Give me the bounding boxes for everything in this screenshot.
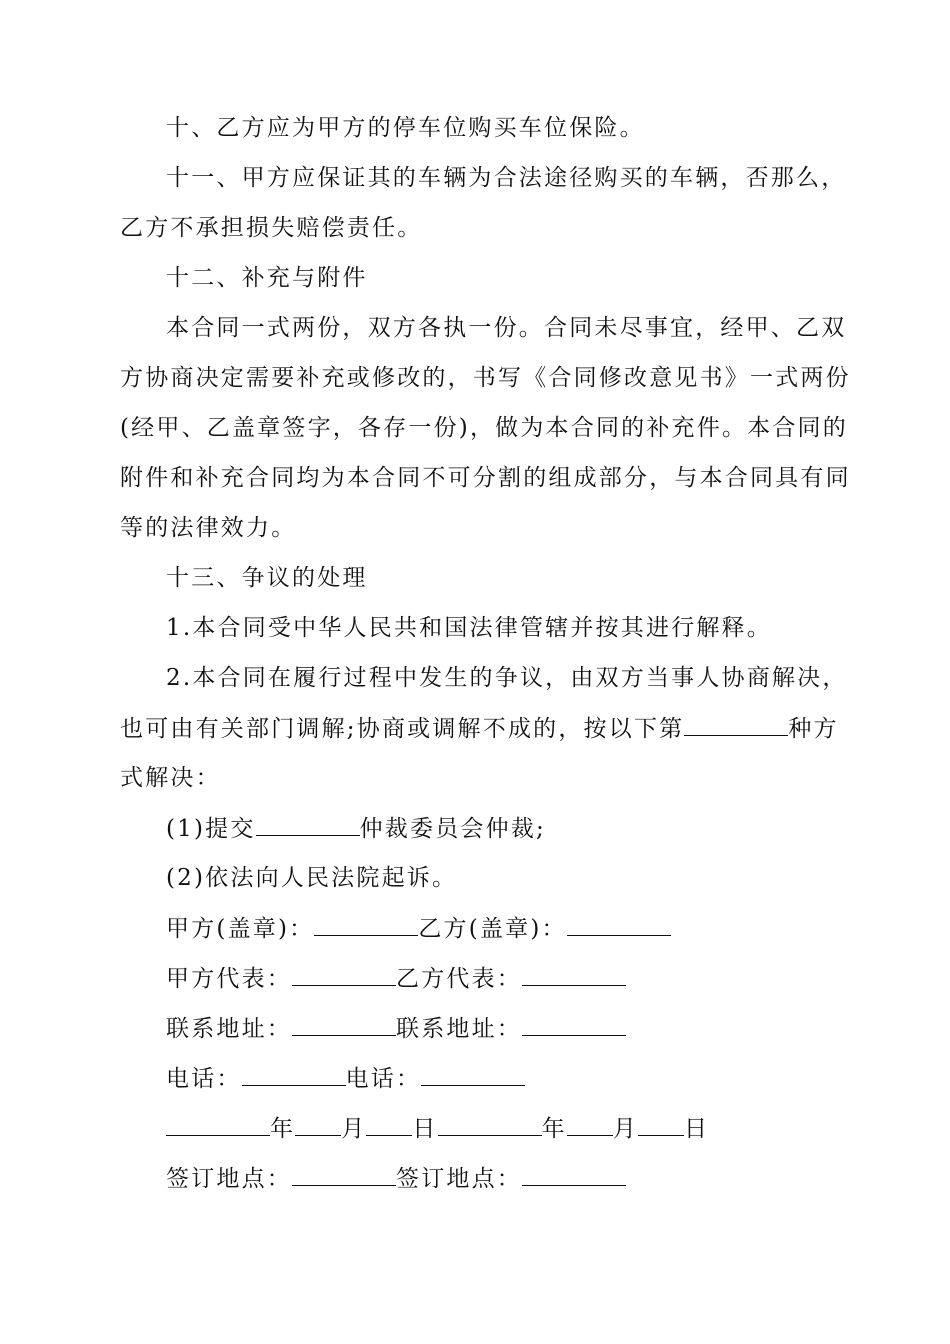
clause-12-body-line-3: (经甲、乙盖章签字，各存一份)，做为本合同的补充件。本合同的 bbox=[120, 415, 848, 441]
signature-address-row bbox=[166, 1013, 626, 1044]
signature-rep-row bbox=[166, 963, 626, 994]
phone-b-blank bbox=[421, 1063, 525, 1086]
month-b-label: 月 bbox=[612, 1116, 639, 1142]
place-b-label: 签订地点： bbox=[396, 1166, 522, 1192]
month-a-blank bbox=[295, 1113, 341, 1136]
clause-10: 十、乙方应为甲方的停车位购买车位保险。 bbox=[166, 115, 645, 141]
party-a-seal-blank bbox=[314, 913, 418, 936]
day-b-label: 日 bbox=[684, 1116, 710, 1142]
place-b-blank bbox=[522, 1163, 626, 1186]
signature-place-row bbox=[166, 1163, 626, 1194]
signature-phone-row bbox=[166, 1063, 525, 1094]
clause-13-item-2-line-3: 式解决： bbox=[120, 765, 221, 791]
party-a-rep-label: 甲方代表： bbox=[166, 966, 292, 992]
day-a-label: 日 bbox=[412, 1116, 438, 1142]
method-number-blank bbox=[684, 713, 788, 736]
phone-a-blank bbox=[242, 1063, 346, 1086]
address-b-label: 联系地址： bbox=[396, 1016, 522, 1042]
address-a-blank bbox=[292, 1013, 396, 1036]
phone-b-label: 电话： bbox=[345, 1066, 422, 1092]
clause-12-body-line-5: 等的法律效力。 bbox=[120, 515, 297, 541]
month-b-blank bbox=[567, 1113, 613, 1136]
day-a-blank bbox=[366, 1113, 412, 1136]
clause-13-item-1: 1.本合同受中华人民共和国法律管辖并按其进行解释。 bbox=[166, 615, 772, 641]
party-a-rep-blank bbox=[292, 963, 396, 986]
clause-13-item-2-text-b: 种方 bbox=[788, 716, 839, 742]
party-a-seal-label: 甲方(盖章)： bbox=[166, 916, 315, 942]
arbitration-committee-blank bbox=[256, 813, 360, 836]
clause-12-body-line-1: 本合同一式两份，双方各执一份。合同未尽事宜，经甲、乙双 bbox=[166, 315, 847, 341]
option-2: (2)依法向人民法院起诉。 bbox=[166, 865, 458, 891]
address-b-blank bbox=[522, 1013, 626, 1036]
clause-13-item-2-text-a: 也可由有关部门调解;协商或调解不成的，按以下第 bbox=[120, 716, 685, 742]
clause-12-body-line-4: 附件和补充合同均为本合同不可分割的组成部分，与本合同具有同 bbox=[120, 465, 851, 491]
party-b-rep-blank bbox=[522, 963, 626, 986]
phone-a-label: 电话： bbox=[166, 1066, 242, 1092]
option-1-text-a: (1)提交 bbox=[166, 816, 256, 842]
year-b-label: 年 bbox=[541, 1116, 567, 1142]
option-1-text-b: 仲裁委员会仲裁; bbox=[359, 816, 546, 842]
address-a-label: 联系地址： bbox=[166, 1016, 292, 1042]
signature-date-row bbox=[166, 1113, 709, 1144]
year-b-blank bbox=[438, 1113, 542, 1136]
clause-11-line-1: 十一、甲方应保证其的车辆为合法途径购买的车辆，否那么， bbox=[166, 165, 847, 191]
day-b-blank bbox=[638, 1113, 684, 1136]
month-a-label: 月 bbox=[341, 1116, 367, 1142]
signature-seal-row bbox=[166, 913, 671, 944]
clause-13-item-2-line-1: 2.本合同在履行过程中发生的争议，由双方当事人协商解决， bbox=[166, 665, 848, 691]
place-a-label: 签订地点： bbox=[166, 1166, 292, 1192]
clause-12-body-line-2: 方协商决定需要补充或修改的，书写《合同修改意见书》一式两份 bbox=[120, 365, 851, 391]
year-a-blank bbox=[166, 1113, 270, 1136]
year-a-label: 年 bbox=[270, 1116, 296, 1142]
clause-13-item-2-line-2 bbox=[120, 713, 839, 744]
party-b-seal-label: 乙方(盖章)： bbox=[418, 916, 567, 942]
party-b-seal-blank bbox=[567, 913, 671, 936]
clause-12-heading: 十二、补充与附件 bbox=[166, 265, 368, 291]
clause-11-line-2: 乙方不承担损失赔偿责任。 bbox=[120, 215, 423, 241]
party-b-rep-label: 乙方代表： bbox=[396, 966, 522, 992]
clause-13-heading: 十三、争议的处理 bbox=[166, 565, 368, 591]
place-a-blank bbox=[292, 1163, 396, 1186]
option-1 bbox=[166, 813, 546, 844]
